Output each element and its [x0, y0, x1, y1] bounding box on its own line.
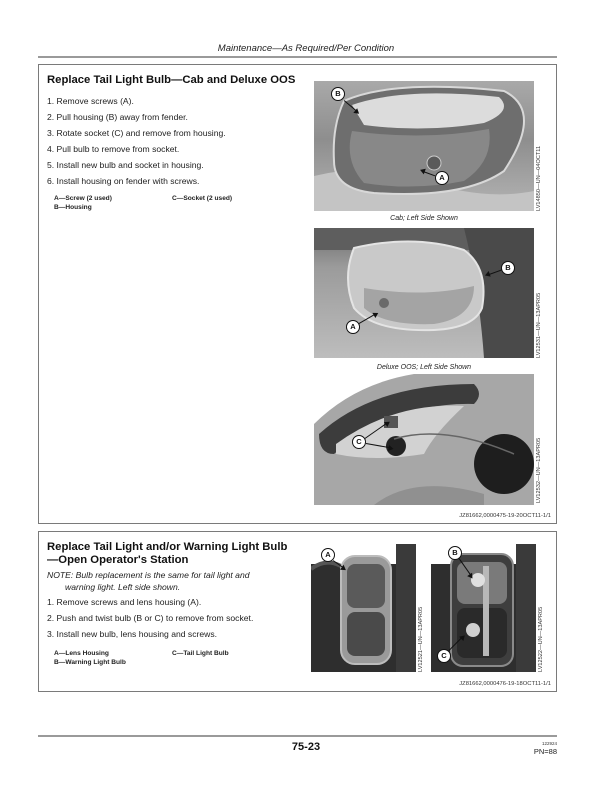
- callout-a: A: [346, 320, 360, 334]
- figure-deluxe-oos-tail-light: [314, 228, 534, 358]
- figure-caption: Deluxe OOS; Left Side Shown: [376, 364, 472, 371]
- figure-code: LV12532—UN—13APR05: [536, 437, 542, 503]
- callout-b: B: [331, 87, 345, 101]
- parts-legend: [54, 650, 229, 667]
- tail-light-photo-icon: [314, 81, 534, 211]
- step: 5. Install new bulb and socket in housing.: [47, 160, 204, 170]
- figure-caption: Cab; Left Side Shown: [390, 215, 458, 222]
- note: [47, 569, 297, 593]
- callout-b: B: [501, 261, 515, 275]
- step: 4. Pull bulb to remove from socket.: [47, 144, 180, 154]
- lens-housing-photo-icon: [311, 544, 416, 672]
- footer-rule: [38, 735, 557, 737]
- legend-item: A—Lens Housing: [54, 650, 109, 657]
- running-head: Maintenance—As Required/Per Condition: [217, 43, 395, 54]
- figure-code: LV12531—UN—13APR05: [536, 292, 542, 358]
- section-title: [47, 541, 287, 567]
- steps-list: [47, 95, 226, 191]
- figure-code: LV12522—UN—13APR05: [538, 606, 544, 672]
- callout-c: C: [352, 435, 366, 449]
- figure-cab-tail-light: [314, 81, 534, 211]
- legend-item: C—Tail Light Bulb: [172, 650, 229, 657]
- section-tail-warning-light-open-station: [38, 531, 557, 692]
- header-rule: [38, 56, 557, 58]
- socket-photo-icon: [314, 374, 534, 505]
- step: 6. Install housing on fender with screws.: [47, 176, 200, 186]
- figure-code: LV14850—UN—04OCT11: [536, 145, 542, 211]
- step: 1. Remove screws (A).: [47, 96, 134, 106]
- figure-lens-housing: [311, 544, 416, 672]
- tail-light-photo-icon: [314, 228, 534, 358]
- title-line: Replace Tail Light and/or Warning Light Bulb: [47, 541, 288, 553]
- legend-item: A—Screw (2 used): [54, 195, 112, 202]
- steps-list: [47, 596, 253, 644]
- callout-a: A: [435, 171, 449, 185]
- note-line: warning light. Left side shown.: [65, 582, 181, 592]
- parts-legend: [54, 195, 233, 212]
- page-number: 75-23: [291, 741, 321, 753]
- legend-item: B—Housing: [54, 203, 92, 211]
- section-tail-light-cab-deluxe: [38, 64, 557, 524]
- title-line: —Open Operator's Station: [47, 554, 189, 566]
- callout-a: A: [321, 548, 335, 562]
- doc-date: 122924: [541, 741, 557, 746]
- figure-code: LV12521—UN—13APR05: [418, 606, 424, 672]
- step: 2. Pull housing (B) away from fender.: [47, 112, 188, 122]
- step: 3. Install new bulb, lens housing and screws.: [47, 629, 218, 639]
- legend-item: C—Socket (2 used): [172, 195, 233, 202]
- step: 1. Remove screws and lens housing (A).: [47, 597, 202, 607]
- reference-code: JZ81662,0000475-19-20OCT11-1/1: [459, 513, 551, 519]
- note-line: NOTE: Bulb replacement is the same for tail light and: [47, 570, 250, 580]
- page-sequence-number: PN=88: [533, 747, 557, 756]
- reference-code: JZ81662,0000476-19-18OCT11-1/1: [459, 681, 551, 687]
- callout-c: C: [437, 649, 451, 663]
- legend-item: B—Warning Light Bulb: [54, 658, 126, 666]
- callout-b: B: [448, 546, 462, 560]
- section-title: Replace Tail Light Bulb—Cab and Deluxe OOS: [47, 74, 296, 86]
- step: 2. Push and twist bulb (B or C) to remove from socket.: [47, 613, 254, 623]
- step: 3. Rotate socket (C) and remove from housing.: [47, 128, 226, 138]
- figure-tail-light-socket: [314, 374, 534, 505]
